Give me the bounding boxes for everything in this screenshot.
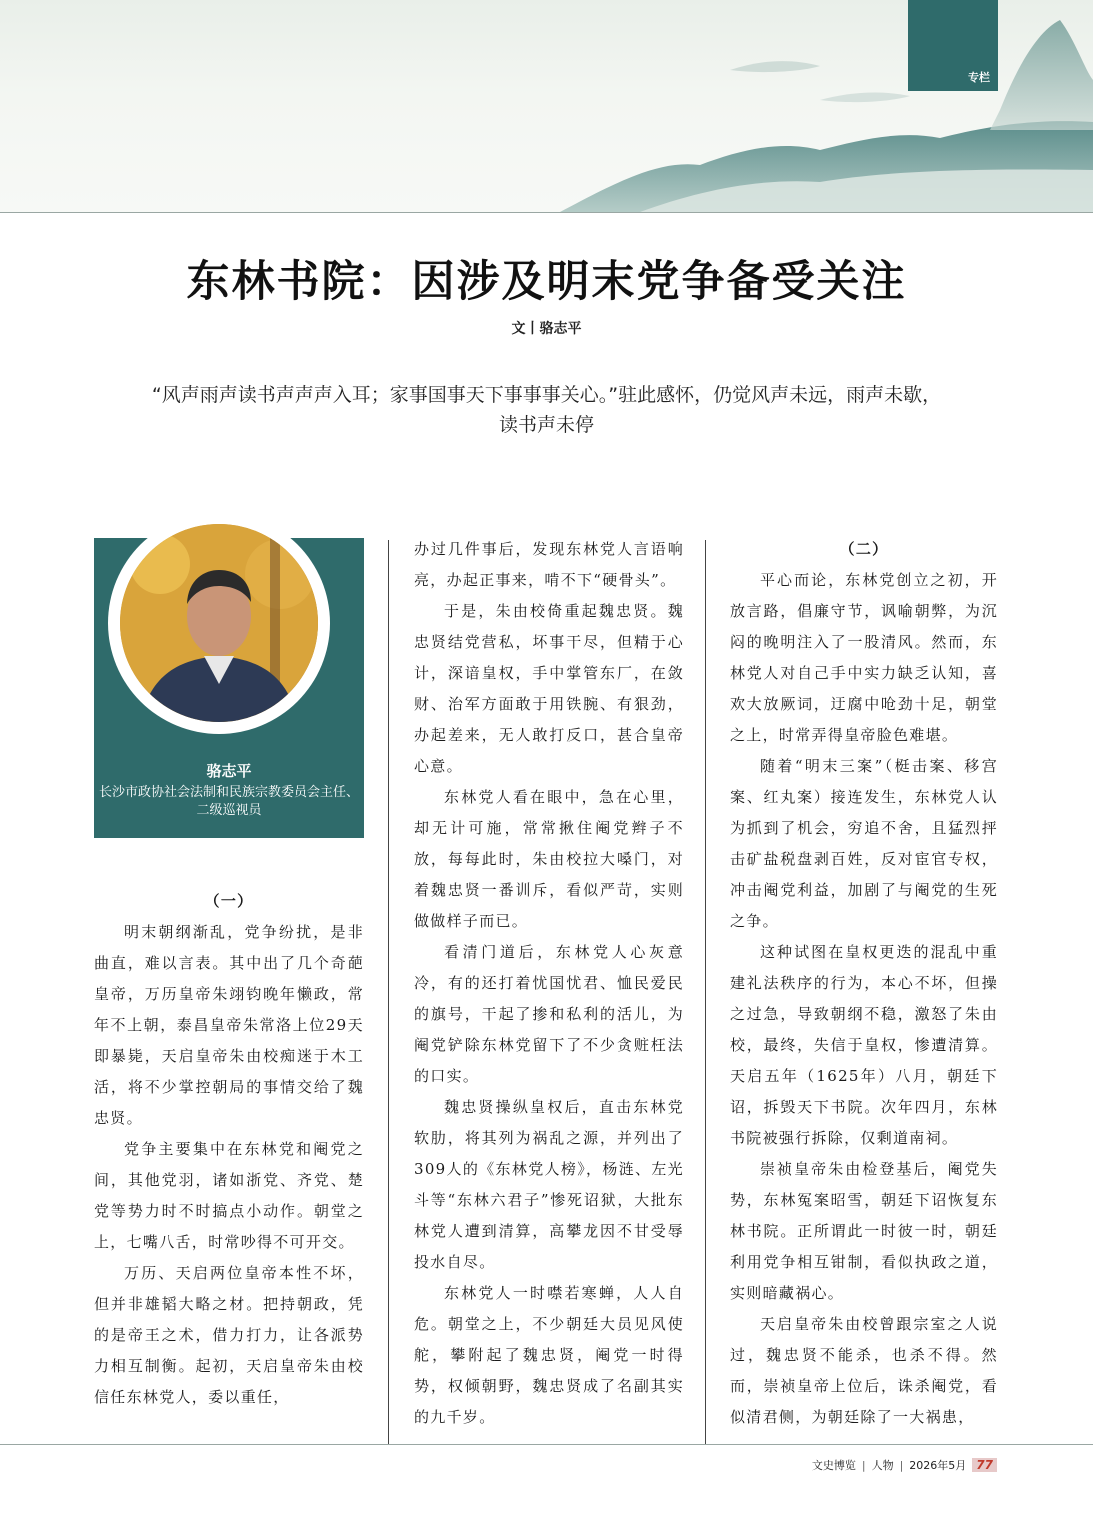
article-lead: “风声雨声读书声声声入耳；家事国事天下事事事关心。”驻此感怀，仍觉风声未远，雨声未歇，读书声未停 <box>151 384 942 436</box>
paragraph: 东林党人看在眼中，急在心里，却无计可施，常常揪住阉党辫子不放，每每此时，朱由校拉大嗓门，对着魏忠贤一番训斥，看似严苛，实则做做样子而已。 <box>414 788 684 930</box>
column-3 <box>730 534 998 1433</box>
column-rule-right <box>705 540 706 1445</box>
paragraph: 天启皇帝朱由校曾跟宗室之人说过，魏忠贤不能杀，也杀不得。然而，崇祯皇帝上位后，诛杀阉党，看似清君侧，为朝廷除了一大祸患， <box>730 1315 998 1426</box>
paragraph: 魏忠贤操纵皇权后，直击东林党软肋，将其列为祸乱之源，并列出了309人的《东林党人榜》，杨涟、左光斗等“东林六君子”惨死诏狱，大批东林党人遭到清算，高攀龙因不甘受辱投水自尽。 <box>414 1098 684 1271</box>
paragraph: 党争主要集中在东林党和阉党之间，其他党羽，诸如浙党、齐党、楚党等势力时不时搞点小动作。朝堂之上，七嘴八舌，时常吵得不可开交。 <box>94 1140 364 1251</box>
paragraph: 平心而论，东林党创立之初，开放言路，倡廉守节，讽喻朝弊，为沉闷的晚明注入了一股清风。然而，东林党人对自己手中实力缺乏认知，喜欢大放厥词，迂腐中呛劲十足，朝堂之上，时常弄得皇帝脸色难堪。 <box>730 571 998 744</box>
author-photo <box>108 512 330 734</box>
footer-issue: 2026年5月 <box>909 1459 967 1472</box>
column-rule-left <box>388 540 389 1445</box>
footer-separator: | <box>861 1458 866 1472</box>
footer-divider <box>0 1444 1093 1445</box>
paragraph: 明末朝纲渐乱，党争纷扰，是非曲直，难以言表。其中出了几个奇葩皇帝，万历皇帝朱翊钧晚年懒政，常年不上朝，泰昌皇帝朱常洛上位29天即暴毙，天启皇帝朱由校痴迷于木工活，将不少掌控朝局的事情交给了魏忠贤。 <box>94 923 364 1127</box>
column-tag-label: 专栏 <box>968 71 990 84</box>
paragraph-continued: 办过几件事后，发现东林党人言语响亮，办起正事来，啃不下“硬骨头”。 <box>414 540 684 589</box>
paragraph: 万历、天启两位皇帝本性不坏，但并非雄韬大略之材。把持朝政，凭的是帝王之术，借力打力，让各派势力相互制衡。起初，天启皇帝朱由校信任东林党人，委以重任， <box>94 1264 364 1406</box>
author-title: 长沙市政协社会法制和民族宗教委员会主任、二级巡视员 <box>98 785 359 818</box>
paragraph: 看清门道后，东林党人心灰意冷，有的还打着忧国忧君、恤民爱民的旗号，干起了掺和私利的活儿，为阉党铲除东林党留下了不少贪赃枉法的口实。 <box>414 943 684 1085</box>
paragraph: 随着“明末三案”（梃击案、移宫案、红丸案）接连发生，东林党人认为抓到了机会，穷追不舍，且猛烈抨击矿盐税盘剥百姓，反对宦官专权，冲击阉党利益，加剧了与阉党的生死之争。 <box>730 757 998 930</box>
author-portrait <box>120 524 318 722</box>
paragraph: 于是，朱由校倚重起魏忠贤。魏忠贤结党营私，坏事干尽，但精于心计，深谙皇权，手中掌管东厂，在敛财、治军方面敢于用铁腕、有狠劲，办起差来，无人敢打反口，甚合皇帝心意。 <box>414 602 684 775</box>
paragraph: 东林党人一时噤若寒蝉，人人自危。朝堂之上，不少朝廷大员见风使舵，攀附起了魏忠贤，阉党一时得势，权倾朝野，魏忠贤成了名副其实的九千岁。 <box>414 1284 684 1426</box>
section-heading-2: （二） <box>839 540 889 558</box>
section-heading-1: （一） <box>204 892 254 910</box>
footer-section: 人物 <box>871 1459 894 1472</box>
paragraph: 这种试图在皇权更迭的混乱中重建礼法秩序的行为，本心不坏，但操之过急，导致朝纲不稳，激怒了朱由校，最终，失信于皇权，惨遭清算。天启五年（1625年）八月，朝廷下诏，拆毁天下书院。次年四月，东林书院被强行拆除，仅剩道南祠。 <box>730 943 998 1147</box>
author-card <box>94 538 364 838</box>
column-2 <box>414 534 684 1433</box>
page-number: 77 <box>972 1458 997 1472</box>
column-1 <box>94 886 364 1413</box>
article-byline: 文丨骆志平 <box>511 321 582 337</box>
column-tag <box>908 0 998 91</box>
footer-magazine: 文史博览 <box>811 1459 856 1472</box>
page-footer <box>812 1457 997 1473</box>
author-name: 骆志平 <box>206 762 252 780</box>
banner-divider <box>0 212 1093 213</box>
footer-separator: | <box>899 1458 904 1472</box>
article-title: 东林书院：因涉及明末党争备受关注 <box>186 257 907 307</box>
paragraph: 崇祯皇帝朱由检登基后，阉党失势，东林冤案昭雪，朝廷下诏恢复东林书院。正所谓此一时彼一时，朝廷利用党争相互钳制，看似执政之道，实则暗藏祸心。 <box>730 1160 998 1302</box>
